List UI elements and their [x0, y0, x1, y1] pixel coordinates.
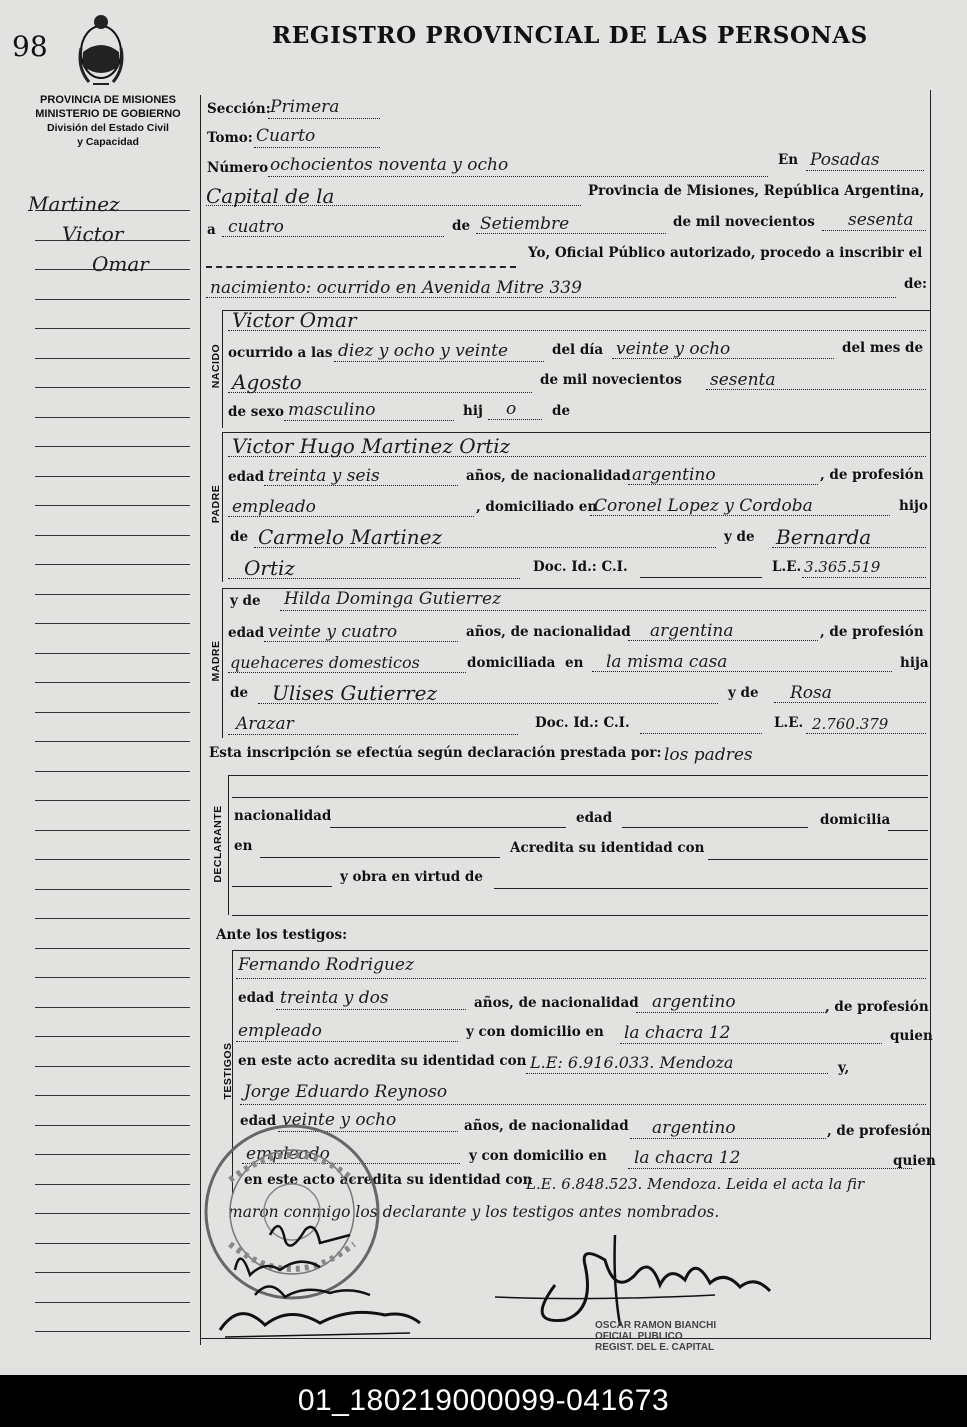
entry-testigo1-edad: treinta y dos	[280, 988, 389, 1008]
line-tomo	[254, 147, 380, 148]
margin-line	[35, 446, 190, 447]
label-madre-domiciliada: domiciliada	[467, 655, 556, 671]
label-declarante-edad: edad	[576, 810, 613, 826]
label-de-sexo: de sexo	[228, 404, 284, 420]
entry-madre-le: 2.760.379	[812, 715, 889, 733]
label-declarante-acredita: Acredita su identidad con	[510, 840, 705, 856]
entry-capital: Capital de la	[206, 184, 335, 208]
line-declarante-extra	[232, 915, 928, 916]
line-declarante-nombre	[232, 797, 928, 798]
line-testigo1-domicilio	[620, 1043, 882, 1044]
label-del-dia: del día	[552, 342, 604, 358]
witness-signatures-icon	[210, 1215, 430, 1345]
section-label-madre: MADRE	[210, 640, 222, 682]
margin-line	[35, 564, 190, 565]
label-testigo1-anos: años, de nacionalidad	[474, 995, 639, 1011]
official-stamp-line-3: REGIST. DEL E. CAPITAL	[595, 1342, 715, 1353]
line-testigo1-profesion	[236, 1041, 458, 1042]
entry-madre-hija-de: Ulises Gutierrez	[272, 681, 437, 705]
label-testigo1-profesion: , de profesión	[825, 999, 929, 1015]
line-padre-nombre	[228, 456, 926, 457]
line-testigo1-doc	[526, 1073, 828, 1074]
ministry-line-3: División del Estado Civil	[47, 122, 169, 134]
scan-footer-id: 01_180219000099-041673	[0, 1375, 967, 1427]
margin-line	[35, 1272, 190, 1273]
entry-madre-domicilio: la misma casa	[606, 652, 728, 672]
ministry-line-4: y Capacidad	[77, 136, 139, 148]
label-testigo2-acredita: en este acto acredita su identidad con	[244, 1172, 533, 1188]
margin-line	[35, 299, 190, 300]
entry-dia-a: cuatro	[228, 217, 284, 237]
line-madre-edad	[264, 641, 458, 642]
line-declarante-nacionalidad	[330, 827, 566, 828]
label-provincia: Provincia de Misiones, República Argentina,	[588, 183, 925, 199]
entry-seccion: Primera	[270, 97, 340, 117]
label-padre-le: L.E.	[772, 559, 802, 575]
line-testigo1-nacionalidad	[636, 1012, 826, 1013]
margin-line	[35, 387, 190, 388]
entry-testigo1-nacionalidad: argentino	[652, 992, 736, 1012]
line-numero	[268, 176, 768, 177]
margin-line	[35, 1184, 190, 1185]
entry-testigo2-domicilio: la chacra 12	[634, 1148, 741, 1168]
label-madre-anos: años, de nacionalidad	[466, 624, 631, 640]
ministry-line-1: PROVINCIA DE MISIONES	[40, 94, 176, 106]
entry-testigo1-profesion: empleado	[238, 1021, 322, 1041]
entry-inscribir: nacimiento: ocurrido en Avenida Mitre 339	[210, 278, 582, 298]
entry-madre-nacionalidad: argentina	[650, 621, 734, 641]
label-testigo2-domicilio: y con domicilio en	[469, 1148, 607, 1164]
label-madre-edad: edad	[228, 625, 265, 641]
label-ante-testigos: Ante los testigos:	[216, 927, 348, 943]
label-madre-y-de-2: y de	[728, 685, 759, 701]
nacido-border	[222, 310, 223, 428]
margin-line	[35, 1302, 190, 1303]
margin-line	[35, 1154, 190, 1155]
entry-hora: diez y ocho y veinte	[338, 341, 509, 361]
coat-of-arms-icon	[75, 8, 127, 90]
entry-mes: Setiembre	[480, 214, 570, 234]
entry-testigo2-edad: veinte y ocho	[282, 1110, 397, 1130]
label-de-colon: de:	[904, 276, 928, 292]
label-testigo1-acredita: en este acto acredita su identidad con	[238, 1053, 527, 1069]
margin-line	[35, 328, 190, 329]
margin-line	[35, 889, 190, 890]
label-padre-y-de: y de	[724, 529, 755, 545]
label-seccion: Sección:	[207, 101, 271, 117]
entry-madre-edad: veinte y cuatro	[268, 622, 398, 642]
margin-surname: Martinez	[28, 192, 120, 216]
madre-border	[222, 588, 223, 738]
line-cancel	[206, 266, 516, 268]
label-padre-anos: años, de nacionalidad	[466, 468, 631, 484]
label-padre-profesion: , de profesión	[820, 467, 924, 483]
label-de: de	[452, 218, 471, 234]
label-testigo2-profesion: , de profesión	[827, 1123, 931, 1139]
entry-padre-y-de-2: Ortiz	[244, 556, 295, 580]
line-inscribir	[206, 297, 896, 298]
document-title: REGISTRO PROVINCIAL DE LAS PERSONAS	[272, 22, 868, 49]
label-testigo1-y: y,	[838, 1060, 850, 1076]
label-hijo: hijo	[899, 498, 928, 514]
section-label-declarante: DECLARANTE	[212, 805, 224, 883]
ministry-line-2: MINISTERIO DE GOBIERNO	[35, 108, 181, 120]
entry-padre-domicilio: Coronel Lopez y Cordoba	[594, 496, 813, 516]
label-inscripcion: Esta inscripción se efectúa según declaración prestada por:	[209, 745, 662, 761]
label-testigo1-quien: quien	[890, 1028, 933, 1044]
label-numero: Número	[207, 160, 269, 176]
entry-testigo1-nombre: Fernando Rodriguez	[238, 955, 414, 975]
label-declarante-domicilia: domicilia	[820, 812, 891, 828]
line-declarante-obra	[494, 888, 928, 889]
label-testigo1-domicilio: y con domicilio en	[466, 1024, 604, 1040]
margin-line	[35, 358, 190, 359]
entry-padre-nombre: Victor Hugo Martinez Ortiz	[232, 434, 511, 458]
entry-padre-le: 3.365.519	[804, 558, 881, 576]
section-label-nacido: NACIDO	[210, 343, 222, 389]
line-testigo2-nacionalidad	[630, 1138, 826, 1139]
margin-line	[35, 1213, 190, 1214]
testigos-top-border	[232, 950, 928, 951]
margin-firstname: Victor	[62, 222, 124, 246]
line-padre-domicilio	[590, 515, 890, 516]
label-madre-le: L.E.	[774, 715, 804, 731]
label-declarante-en: en	[234, 838, 253, 854]
entry-tomo: Cuarto	[256, 126, 316, 146]
entry-testigo2-nacionalidad: argentino	[652, 1118, 736, 1138]
label-testigo2-anos: años, de nacionalidad	[464, 1118, 629, 1134]
entry-ciudad: Posadas	[810, 150, 880, 170]
line-mes	[476, 233, 666, 234]
line-testigo2-nombre	[240, 1104, 926, 1105]
entry-anio-nac: sesenta	[710, 370, 776, 390]
entry-declaracion: los padres	[664, 745, 753, 765]
margin-line	[35, 535, 190, 536]
label-madre-doc: Doc. Id.: C.I.	[535, 715, 630, 731]
padre-top-border	[222, 432, 930, 433]
label-testigo2-edad: edad	[240, 1113, 277, 1129]
label-declarante-nacionalidad: nacionalidad	[234, 808, 332, 824]
margin-line	[35, 830, 190, 831]
label-madre-de: de	[230, 685, 249, 701]
line-declarante-acredita	[708, 859, 928, 860]
line-testigo1-nombre	[236, 978, 926, 979]
line-madre-le	[806, 733, 926, 734]
margin-line	[35, 741, 190, 742]
line-testigo1-edad	[276, 1009, 466, 1010]
margin-line	[35, 800, 190, 801]
main-bottom-border	[200, 1338, 930, 1339]
label-testigo2-quien: quien	[893, 1153, 936, 1169]
line-madre-y-de-2	[228, 734, 518, 735]
label-a: a	[207, 222, 216, 238]
margin-line	[35, 476, 190, 477]
line-declarante-en	[260, 857, 500, 858]
margin-line	[35, 859, 190, 860]
label-madre-en: en	[565, 655, 584, 671]
margin-line	[35, 1125, 190, 1126]
entry-anio: sesenta	[848, 210, 914, 230]
margin-line	[35, 1066, 190, 1067]
margin-line	[35, 712, 190, 713]
line-testigo2-domicilio	[628, 1168, 912, 1169]
entry-testigo2-nombre: Jorge Eduardo Reynoso	[244, 1082, 448, 1102]
entry-padre-profesion: empleado	[232, 497, 316, 517]
entry-madre-y-de: Rosa	[790, 683, 832, 703]
padre-border	[222, 432, 223, 582]
page-number: 98	[12, 30, 48, 63]
margin-line	[35, 948, 190, 949]
margin-line	[35, 1036, 190, 1037]
line-padre-nacionalidad	[628, 484, 818, 485]
line-ciudad	[806, 170, 924, 171]
label-declarante-obra: y obra en virtud de	[340, 869, 483, 885]
entry-nacido-nombre: Victor Omar	[232, 308, 357, 332]
line-padre-edad	[264, 485, 458, 486]
margin-line	[35, 594, 190, 595]
line-madre-y-de	[774, 702, 926, 703]
entry-testigo2-profesion: empleado	[246, 1144, 330, 1164]
margin-line	[35, 918, 190, 919]
entry-padre-hijo-de: Carmelo Martinez	[258, 525, 443, 549]
margin-line	[35, 1007, 190, 1008]
label-madre-profesion: , de profesión	[820, 624, 924, 640]
line-declarante-domicilia	[888, 830, 928, 831]
line-madre-nacionalidad	[628, 640, 818, 641]
line-anio	[822, 230, 926, 231]
entry-sexo: masculino	[288, 400, 376, 420]
entry-madre-y-de-2: Arazar	[236, 714, 294, 734]
margin-line	[35, 771, 190, 772]
margin-line	[35, 623, 190, 624]
entry-madre-nombre: Hilda Dominga Gutierrez	[284, 589, 502, 609]
line-padre-y-de-2	[228, 578, 520, 579]
margin-line	[35, 505, 190, 506]
official-stamp	[595, 1320, 716, 1353]
label-de-mil: de mil novecientos	[673, 214, 815, 230]
line-madre-nombre	[280, 610, 926, 611]
label-hija: hija	[900, 655, 929, 671]
label-de-mil-2: de mil novecientos	[540, 372, 682, 388]
line-padre-le	[802, 577, 926, 578]
line-declarante-left	[232, 886, 332, 887]
line-dia-a	[222, 236, 444, 237]
line-declarante-edad	[622, 827, 808, 828]
margin-line	[35, 977, 190, 978]
line-padre-y-de	[772, 547, 926, 548]
section-label-padre: PADRE	[210, 484, 222, 524]
ministry-block	[18, 93, 198, 149]
official-stamp-line-1: OSCAR RAMON BIANCHI	[595, 1320, 717, 1331]
declarante-top-border	[228, 775, 928, 776]
label-en: En	[778, 152, 799, 168]
line-padre-ci	[640, 577, 762, 578]
entry-padre-nacionalidad: argentino	[632, 465, 716, 485]
entry-testigo2-doc: L.E. 6.848.523. Mendoza. Leida el acta la fir	[526, 1175, 865, 1193]
declarante-border	[228, 775, 229, 915]
label-del-mes: del mes de	[842, 340, 924, 356]
label-padre-doc: Doc. Id.: C.I.	[533, 559, 628, 575]
label-de-2: de	[552, 403, 571, 419]
margin-line	[35, 1243, 190, 1244]
entry-dia: veinte y ocho	[616, 339, 731, 359]
margin-line	[35, 1095, 190, 1096]
margin-line	[35, 1331, 190, 1332]
line-seccion	[268, 118, 380, 119]
line-hij	[488, 419, 542, 420]
line-hora	[334, 361, 544, 362]
entry-madre-profesion: quehaceres domesticos	[230, 653, 420, 672]
line-padre-profesion	[228, 516, 474, 517]
entry-testigo1-domicilio: la chacra 12	[624, 1023, 731, 1043]
label-ocurrido: ocurrido a las	[228, 345, 333, 361]
label-madre-y-de: y de	[230, 593, 261, 609]
entry-cierre: maron conmigo los declarante y los testigos antes nombrados.	[228, 1203, 720, 1221]
label-hij: hij	[463, 403, 483, 419]
margin-line	[35, 682, 190, 683]
line-mes-nac	[228, 392, 532, 393]
entry-numero: ochocientos noventa y ocho	[270, 155, 509, 175]
margin-middlename: Omar	[92, 252, 149, 276]
line-madre-hija-de	[258, 703, 718, 704]
section-label-testigos: TESTIGOS	[222, 1042, 234, 1100]
line-dia	[612, 358, 834, 359]
line-padre-hijo-de	[254, 547, 716, 548]
label-padre-edad: edad	[228, 469, 265, 485]
margin-line	[35, 417, 190, 418]
label-yo-oficial: Yo, Oficial Público autorizado, procedo a inscribir el	[528, 245, 923, 261]
line-madre-profesion	[228, 672, 466, 673]
label-padre-domiciliado: , domiciliado en	[476, 499, 598, 515]
line-nacido-nombre	[228, 330, 926, 331]
official-stamp-line-2: OFICIAL PUBLICO	[595, 1331, 683, 1342]
label-testigo1-edad: edad	[238, 990, 275, 1006]
line-sexo	[284, 420, 454, 421]
line-capital	[206, 205, 581, 206]
entry-hij-letter: o	[506, 399, 517, 419]
label-padre-de: de	[230, 529, 249, 545]
entry-padre-y-de: Bernarda	[776, 525, 872, 549]
line-madre-ci	[640, 733, 762, 734]
margin-line	[35, 653, 190, 654]
entry-mes-nac: Agosto	[232, 370, 302, 394]
entry-testigo1-doc: L.E: 6.916.033. Mendoza	[530, 1053, 734, 1072]
line-madre-domicilio	[592, 671, 892, 672]
entry-padre-edad: treinta y seis	[268, 466, 380, 486]
line-anio-nac	[706, 389, 926, 390]
label-tomo: Tomo:	[207, 130, 253, 146]
